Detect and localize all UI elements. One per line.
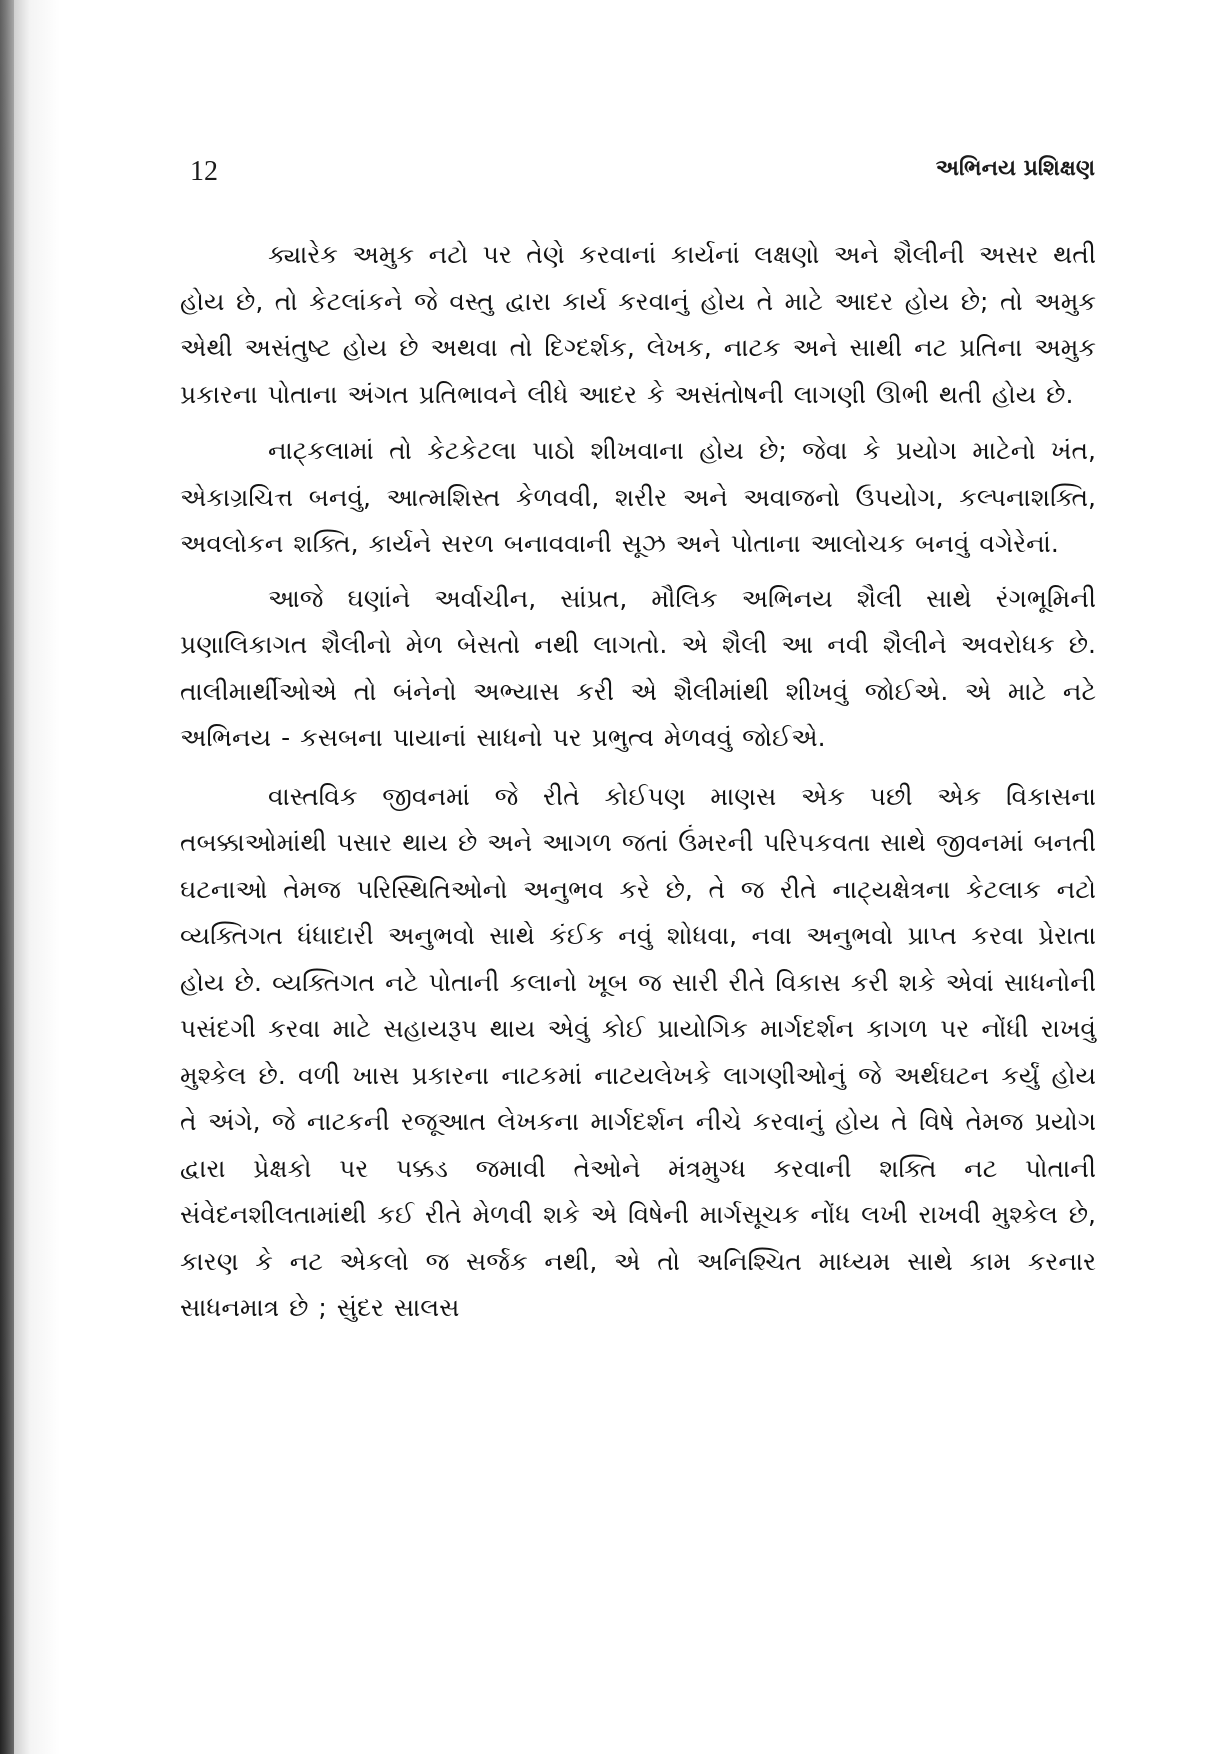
body-text bbox=[180, 232, 1096, 1332]
page-number: 12 bbox=[190, 156, 218, 187]
paragraph-3: આજે ઘણાંને અર્વાચીન, સાંપ્રત, મૌલિક અભિનય શૈલી સાથે રંગભૂમિની પ્રણાલિકાગત શૈલીનો મેળ બેસતો નથી લાગતો. એ શૈલી આ નવી શૈલીને અવરોધક છે. તાલીમાર્થીઓએ તો બંનેનો અભ્યાસ કરી એ શૈલીમાંથી શીખવું જોઈએ. એ માટે નટે અભિનય - કસબના પાયાનાં સાધનો પર પ્રભુત્વ મેળવવું જોઈએ. bbox=[180, 583, 1096, 752]
paragraph-2: નાટ્કલામાં તો કેટકેટલા પાઠો શીખવાના હોય છે; જેવા કે પ્રયોગ માટેનો ખંત, એકાગ્રચિત્ત બનવું, આત્મશિસ્ત કેળવવી, શરીર અને અવાજનો ઉપયોગ, કલ્પનાશક્તિ, અવલોકન શક્તિ, કાર્યને સરળ બનાવવાની સૂઝ અને પોતાના આલોચક બનવું વગેરેનાં. bbox=[180, 436, 1096, 558]
book-spine-shadow bbox=[0, 0, 14, 1754]
running-title: અભિનય પ્રશિક્ષણ bbox=[935, 156, 1095, 181]
paragraph-1: ક્યારેક અમુક નટો પર તેણે કરવાનાં કાર્યનાં લક્ષણો અને શૈલીની અસર થતી હોય છે, તો કેટલાંકને જે વસ્તુ દ્વારા કાર્ય કરવાનું હોય તે માટે આદર હોય છે; તો અમુક એથી અસંતુષ્ટ હોય છે અથવા તો દિગ્દર્શક, લેખક, નાટક અને સાથી નટ પ્રતિના અમુક પ્રકારના પોતાના અંગત પ્રતિભાવને લીધે આદર કે અસંતોષની લાગણી ઊભી થતી હોય છે. bbox=[180, 240, 1096, 409]
paragraph-4: વાસ્તવિક જીવનમાં જે રીતે કોઈપણ માણસ એક પછી એક વિકાસના તબક્કાઓમાંથી પસાર થાય છે અને આગળ જતાં ઉંમરની પરિપકવતા સાથે જીવનમાં બનતી ઘટનાઓ તેમજ પરિસ્થિતિઓનો અનુભવ કરે છે, તે જ રીતે નાટ્યક્ષેત્રના કેટલાક નટો વ્યક્તિગત ધંધાદારી અનુભવો સાથે કંઈક નવું શોધવા, નવા અનુભવો પ્રાપ્ત કરવા પ્રેરાતા હોય છે. વ્યક્તિગત નટે પોતાની કલાનો ખૂબ જ સારી રીતે વિકાસ કરી શકે એવાં સાધનોની પસંદગી કરવા માટે સહાયરૂપ થાય એવું કોઈ પ્રાયોગિક માર્ગદર્શન કાગળ પર નોંધી રાખવું મુશ્કેલ છે. વળી ખાસ પ્રકારના નાટકમાં નાટયલેખકે લાગણીઓનું જે અર્થઘટન કર્યું હોય તે અંગે, જે નાટકની રજૂઆત લેખકના માર્ગદર્શન નીચે કરવાનું હોય તે વિષે તેમજ પ્રયોગ દ્વારા પ્રેક્ષકો પર પક્કડ જમાવી તેઓને મંત્રમુગ્ધ કરવાની શક્તિ નટ પોતાની સંવેદનશીલતામાંથી કઈ રીતે મેળવી શકે એ વિષેની માર્ગસૂચક નોંધ લખી રાખવી મુશ્કેલ છે, કારણ કે નટ એકલો જ સર્જક નથી, એ તો અનિશ્ચિત માધ્યમ સાથે કામ કરનાર સાધનમાત્ર છે ; સુંદર સાલસ bbox=[180, 781, 1096, 1322]
page-header bbox=[190, 152, 1095, 196]
